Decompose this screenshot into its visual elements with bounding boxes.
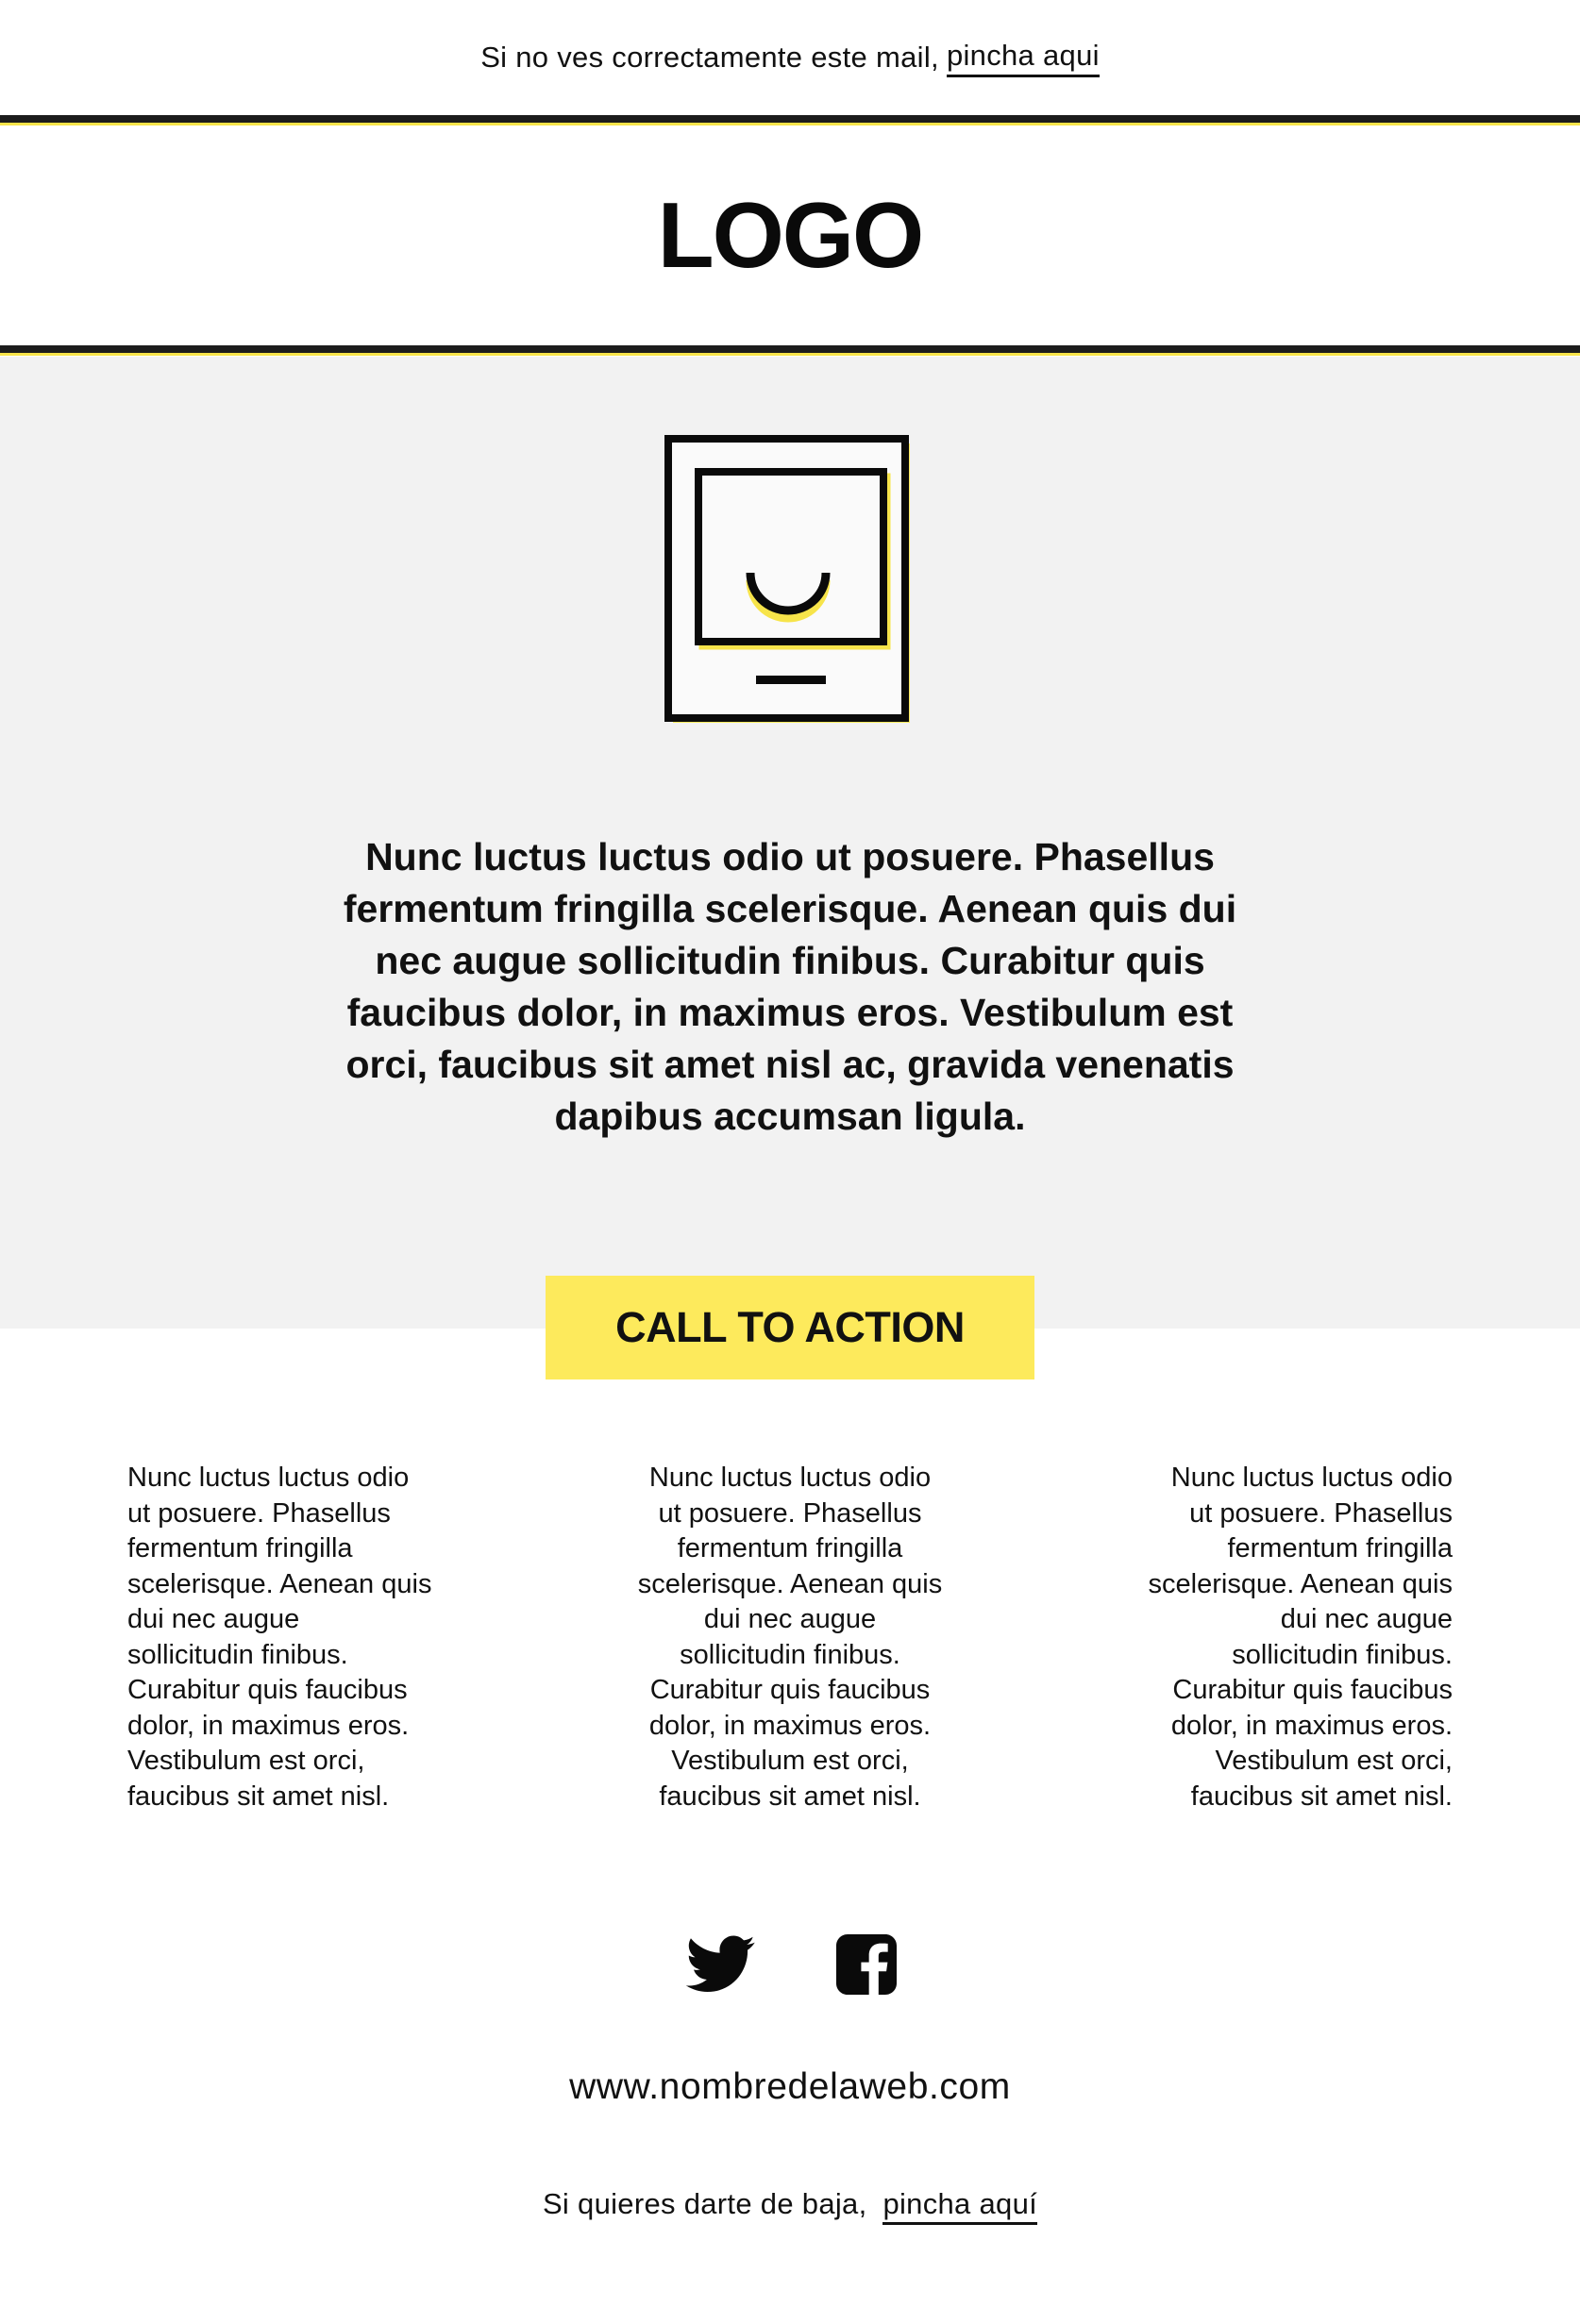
column-line: Vestibulum est orci, [127, 1746, 365, 1776]
column-line: scelerisque. Aenean quis [1148, 1568, 1453, 1599]
column-line: dolor, in maximus eros. [648, 1710, 932, 1741]
column-line: Nunc luctus luctus odio [648, 1463, 932, 1493]
header-bottom-rule [0, 345, 1580, 356]
column-center [620, 1461, 960, 1814]
column-line: dui nec augue [703, 1604, 877, 1634]
column-line: sollicitudin finibus. [1232, 1639, 1453, 1670]
website-link[interactable]: www.nombredelaweb.com [569, 2066, 1011, 2107]
column-line: dui nec augue [1280, 1604, 1453, 1634]
column-line: faucibus sit amet nisl. [659, 1781, 921, 1812]
column-line: fermentum fringilla [127, 1533, 353, 1563]
twitter-icon [686, 1935, 756, 1994]
column-line: Curabitur quis faucibus [127, 1675, 408, 1705]
hero-text: Nunc luctus luctus odio ut posuere. Phasellus fermentum fringilla scelerisque. Aenean quis dui nec augue sollicitudin finibus. Curabitur quis faucibus dolor, in maximus eros. Vestibulum est orci, faucibus sit amet nisl ac, gravida venenatis dapibus accumsan ligula. [343, 835, 1237, 1138]
column-line: faucibus sit amet nisl. [1190, 1781, 1453, 1812]
column-left [127, 1461, 467, 1814]
column-line: Nunc luctus luctus odio [127, 1463, 410, 1493]
column-line: fermentum fringilla [677, 1533, 903, 1563]
unsubscribe-link[interactable]: pincha aquí [882, 2187, 1037, 2225]
column-line: scelerisque. Aenean quis [127, 1568, 432, 1599]
hero-section [0, 357, 1580, 1329]
header-top-rule [0, 115, 1580, 125]
column-line: dui nec augue [127, 1604, 300, 1634]
column-line: Vestibulum est orci, [1215, 1746, 1453, 1776]
logo[interactable]: LOGO [657, 183, 923, 287]
logo-band [0, 125, 1580, 345]
facebook-icon [836, 1934, 897, 1995]
column-line: ut posuere. Phasellus [127, 1497, 391, 1529]
column-line: Curabitur quis faucibus [1172, 1675, 1453, 1705]
unsubscribe [0, 2187, 1580, 2221]
call-to-action-button[interactable]: CALL TO ACTION [546, 1276, 1034, 1379]
facebook-link[interactable] [827, 1925, 906, 2004]
column-line: ut posuere. Phasellus [658, 1497, 922, 1529]
column-line: fermentum fringilla [1227, 1533, 1453, 1563]
unsubscribe-text: Si quieres darte de baja, [542, 2187, 867, 2220]
column-line: Curabitur quis faucibus [649, 1675, 931, 1705]
column-line: sollicitudin finibus. [680, 1639, 900, 1670]
column-line: dolor, in maximus eros. [1170, 1710, 1453, 1741]
twitter-link[interactable] [681, 1925, 761, 2004]
view-in-browser-link[interactable]: pincha aqui [947, 39, 1100, 77]
column-line: ut posuere. Phasellus [1189, 1497, 1453, 1529]
column-right [1113, 1461, 1453, 1814]
column-line: dolor, in maximus eros. [127, 1710, 410, 1741]
column-line: Nunc luctus luctus odio [1170, 1463, 1453, 1493]
column-line: faucibus sit amet nisl. [127, 1781, 390, 1812]
preheader [0, 0, 1580, 115]
tablet-smile-icon [664, 435, 914, 727]
column-line: sollicitudin finibus. [127, 1639, 348, 1670]
preheader-text: Si no ves correctamente este mail, [480, 41, 939, 74]
column-line: scelerisque. Aenean quis [637, 1568, 943, 1599]
column-line: Vestibulum est orci, [671, 1746, 909, 1776]
